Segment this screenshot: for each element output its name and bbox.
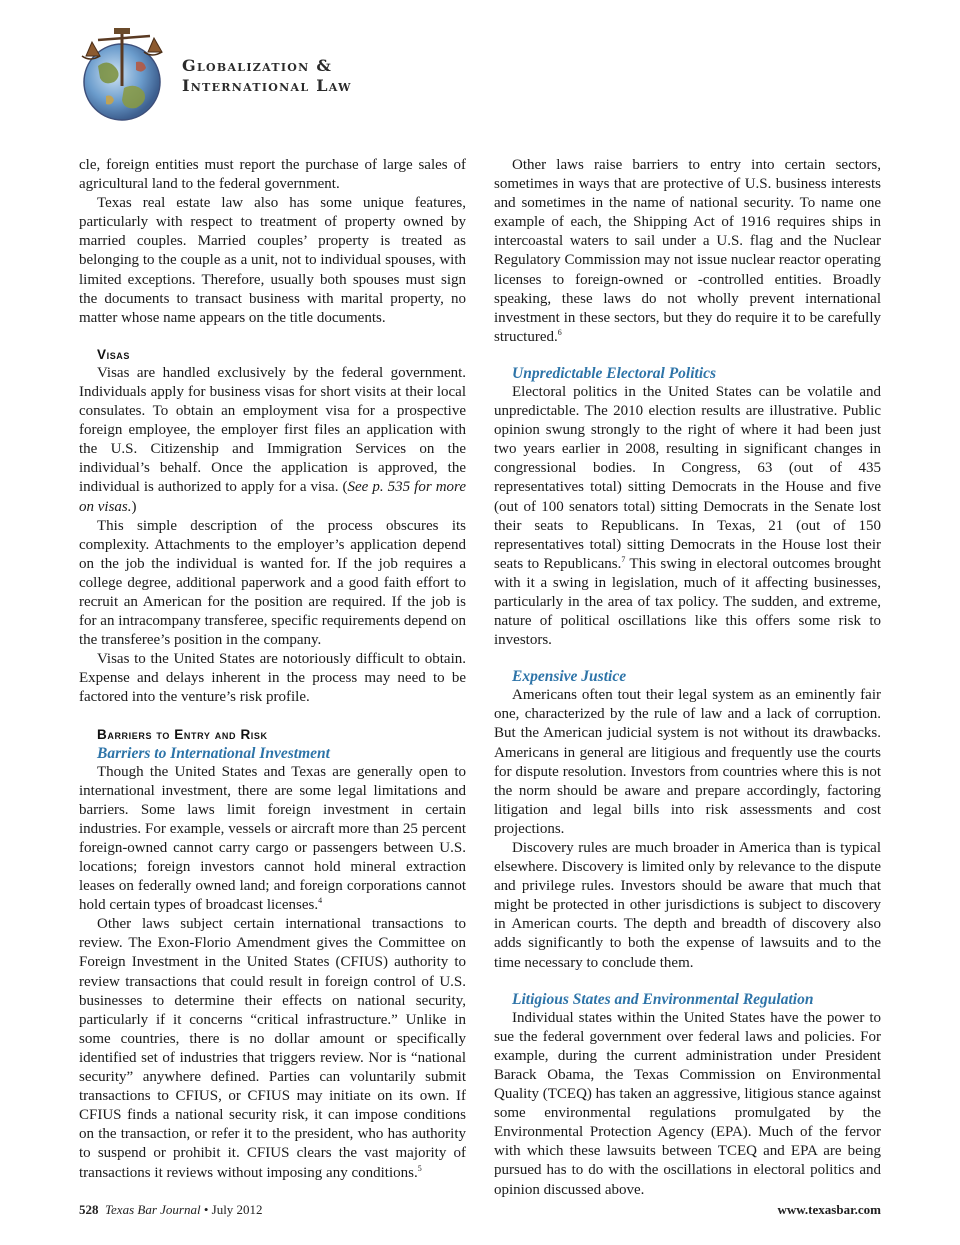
footnote-marker: 7 (621, 554, 626, 564)
paragraph: Americans often tout their legal system as an eminently fair one, characterized by the rule of law and a lack of corruption. But the American judicial system is not without its drawbacks. Americans in general are litigious and frequently use the courts for dispute resolution. Investors from countries where this is not the norm should be aware and prepare accordingly, factoring litigation and legal bills into risk assessments and cost projections. (494, 687, 881, 837)
paragraph: Visas to the United States are notoriously difficult to obtain. Expense and delays inherent in the process may need to be factored into the venture’s risk profile. (79, 651, 466, 706)
footnote-marker: 6 (557, 327, 562, 337)
paragraph-text: Though the United States and Texas are generally open to international investment, there are some legal limitations and barriers. Some laws limit foreign investment in certain industries. For example, vessels or aircraft more than 25 percent foreign-owned cannot carry cargo or passengers between U.S. locations; foreign investors cannot hold mineral extraction leases on federally owned land; and foreign corporations cannot hold certain types of broadcast licenses. (79, 763, 466, 914)
website-url: www.texasbar.com (777, 1202, 881, 1217)
paragraph (79, 915, 466, 1182)
paragraph-text: Electoral politics in the United States can be volatile and unpredictable. The 2010 election results are illustrative. Public opinion swung strongly to the right of where it had been just two years earlier in 2008, resulting in significant changes in congressional bodies. In Congress, 63 (out of 435 representatives total) sitting Democrats in the House and five (out of 100 senators total) sitting Democrats in the Senate lost their seats to Republicans. In Texas, 21 (out of 150 representatives total) sitting Democrats in the House lost their seats to Republicans. (494, 383, 881, 572)
cross-reference: See p. 535 for more on visas. (79, 479, 466, 515)
paragraph-text: This swing in electoral outcomes brought with it a swing in legislation, much of it affecting businesses, particularly in the area of tax policy. The sudden, and extreme, nature of political oscillations like this offers some risk to investors. (494, 555, 881, 649)
paragraph: Discovery rules are much broader in America than is typical elsewhere. Discovery is limited only by relevance to the dispute and privilege rules. Investors should be aware that much that might be protected in other jurisdictions is subject to discovery in American courts. The depth and breadth of discovery also adds significantly to both the expense of lawsuits and to the time necessary to conclude them. (494, 840, 881, 971)
section-title-line1: Globalization & (182, 56, 333, 75)
paragraph-text: ) (131, 498, 137, 515)
paragraph (79, 364, 466, 517)
footer-left (79, 1202, 263, 1218)
paragraph (494, 156, 881, 347)
intl-investment-subheading: Barriers to International Investment (97, 744, 330, 762)
globe-scales-logo-icon (76, 26, 180, 122)
paragraph (494, 383, 881, 650)
footer-bullet: • (203, 1202, 209, 1217)
page-number: 528 (79, 1202, 99, 1217)
paragraph: This simple description of the process obscures its complexity. Attachments to the employer’s application depend on the job the individual is wanted for. If the job requires a college degree, additional paperwork and a good faith effort to recruit an American for the position are required. If the job is for an intracompany transferee, specific requirements depend on the transferee’s position in the company. (79, 517, 466, 649)
expensive-justice-subheading: Expensive Justice (512, 668, 627, 686)
section-title-line2: International Law (182, 76, 352, 95)
journal-name: Texas Bar Journal (105, 1202, 201, 1217)
paragraph (79, 763, 466, 916)
paragraph: Individual states within the United States have the power to sue the federal government over federal laws and policies. For example, during the current administration under President Barack Obama, the Texas Commission on Environmental Quality (TCEQ) has taken an aggressive, litigious stance against some environmental regulations promulgated by the Environmental Protection Agency (EPA). Much of the fervor with which these lawsuits between TCEQ and EPA are being pursued has to do with the oscillations in electoral politics and opinion discussed above. (494, 1009, 881, 1198)
footnote-marker: 4 (318, 896, 323, 906)
paragraph-text: Visas are handled exclusively by the federal government. Individuals apply for business visas for short visits at their local consulates. To obtain an employment visa for a prospective foreign employee, the employer first files an application with the U.S. Citizenship and Immigration Services on the individual’s behalf. Once the application is approved, the individual is authorized to apply for a visa. ( (79, 364, 466, 496)
electoral-politics-subheading: Unpredictable Electoral Politics (512, 364, 717, 382)
issue-date: July 2012 (211, 1202, 263, 1217)
footnote-marker: 5 (417, 1163, 422, 1173)
right-column (494, 156, 881, 1200)
litigious-states-subheading: Litigious States and Environmental Regulation (512, 990, 814, 1008)
paragraph-text: Other laws subject certain international transactions to review. The Exon-Florio Amendment gives the Committee on Foreign Investment in the United States (CFIUS) authority to review transactions that could result in foreign control of U.S. businesses to determine their effects on national security, particularly if it concerns “critical infrastructure.” Unlike in some countries, there is no dollar amount or specifically identified set of industries that triggers review. Nor is “national security” anywhere defined. Parties can voluntarily submit transactions to CFIUS, or CFIUS may initiate on its own. If CFIUS finds a national security risk, it can impose conditions on the transaction, or refer it to the president, who has authority to suspend or prohibit it. CFIUS clears the vast majority of transactions it reviews without imposing any conditions. (79, 916, 466, 1181)
visas-heading: Visas (97, 346, 131, 362)
paragraph: Texas real estate law also has some unique features, particularly with respect to treatment of property owned by married couples. Married couples’ property is treated as belonging to the couple as a unit, not to individual spouses, with limited exceptions. Therefore, usually both spouses must sign the documents to transact business with marital property, no matter whose name appears on the title documents. (79, 195, 466, 326)
barriers-heading: Barriers to Entry and Risk (97, 726, 268, 742)
section-title (182, 56, 352, 96)
paragraph: cle, foreign entities must report the purchase of large sales of agricultural land to the federal government. (79, 157, 466, 193)
left-column (79, 156, 466, 1183)
paragraph-text: Other laws raise barriers to entry into certain sectors, sometimes in ways that are protective of U.S. business interests and sometimes in the name of national security. To name one example of each, the Shipping Act of 1916 requires ships in intercoastal waters to sail under a U.S. flag and the Nuclear Regulatory Commission may not issue nuclear reactor operating licenses to foreign-owned or -controlled entities. Broadly speaking, these laws do not wholly prevent international investment in these sectors, but they do require it to be carefully structured. (494, 157, 881, 345)
